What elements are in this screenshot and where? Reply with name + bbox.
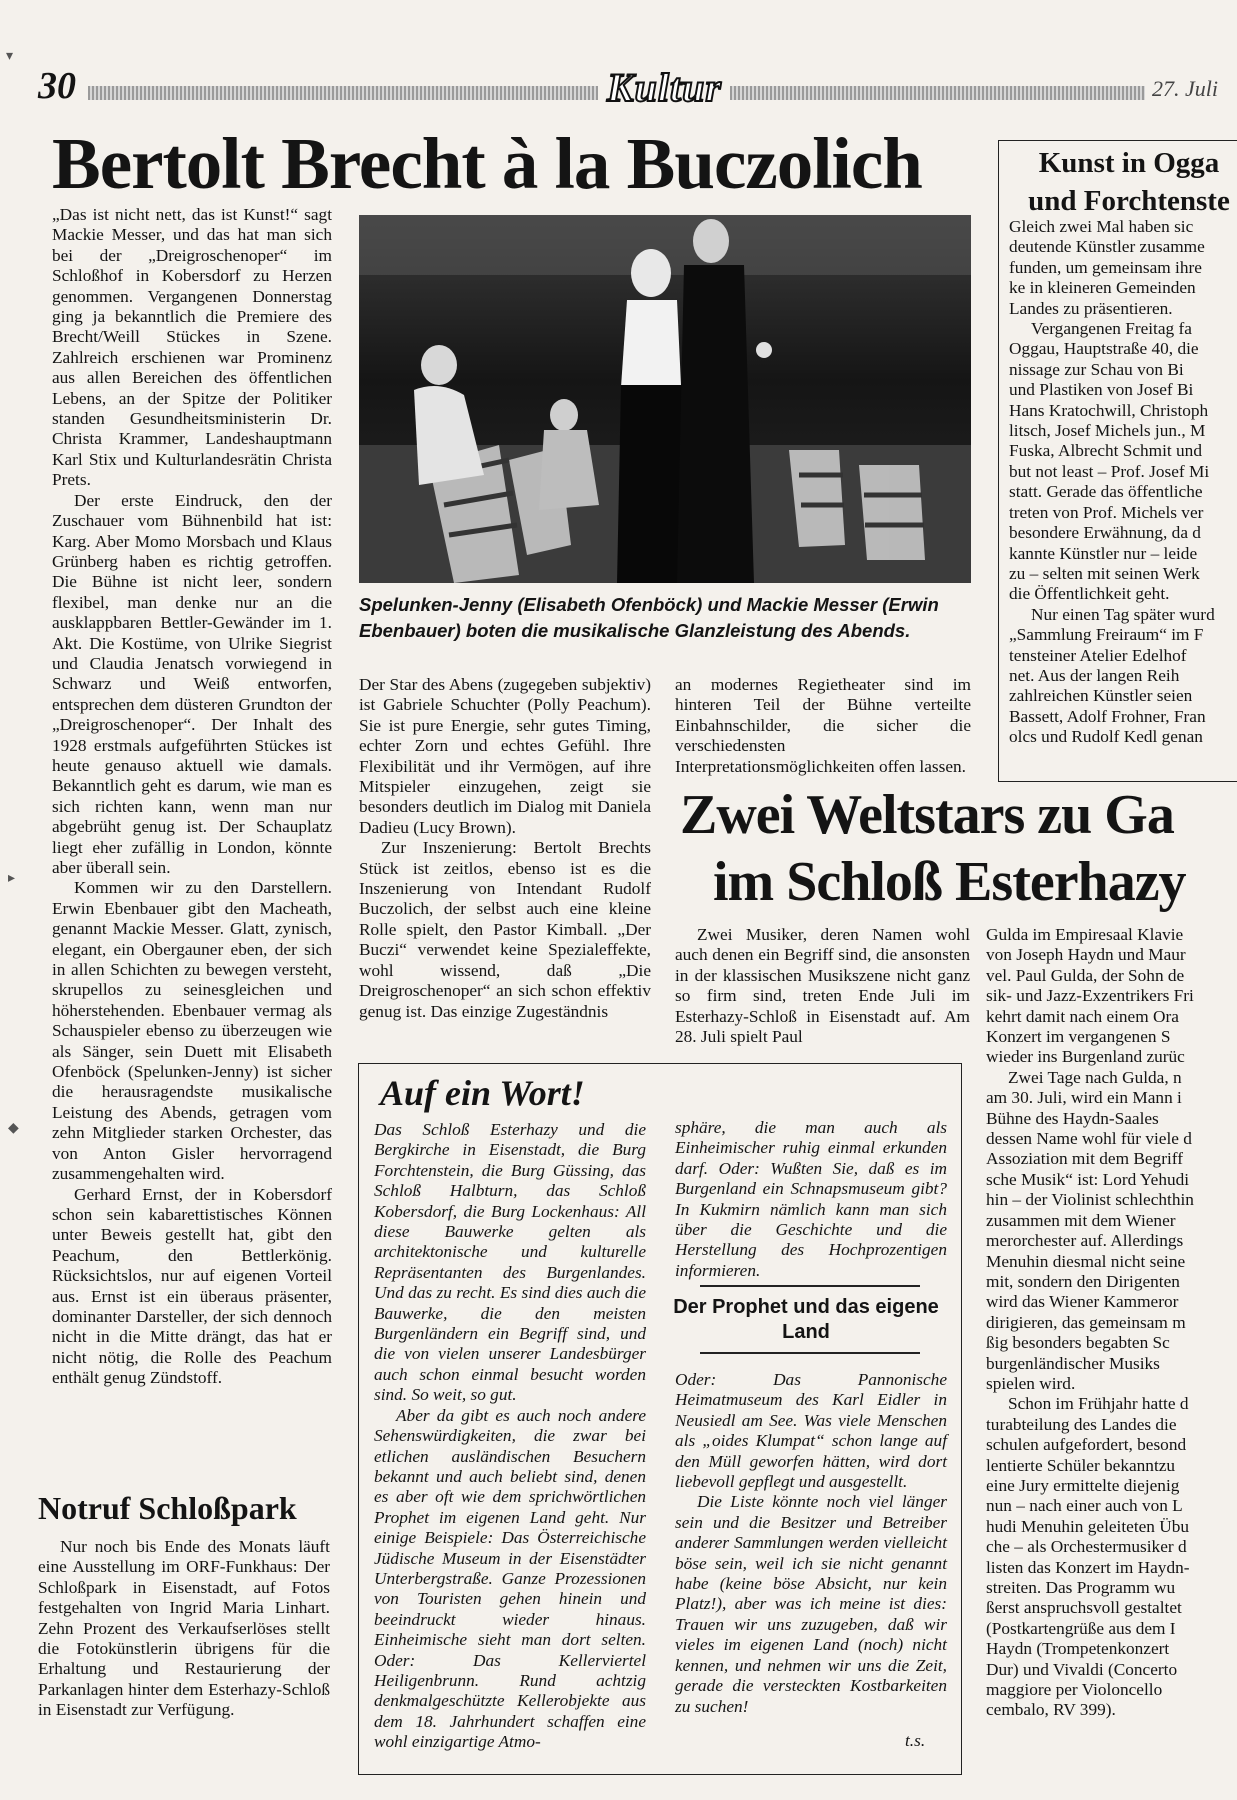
paragraph: Aber da gibt es auch noch andere Sehenswürdigkeiten, die zwar bei etlichen ausländischen Besuchern bekannt und auch beliebt sind, denen es aber oft wie dem sprichwörtlichen Prophet im eigenen Land geht. Nur einige Beispiele: Das Österreichische Jüdische Museum in der Eisenstädter Unterbergstraße. Ganze Prozessionen von Touristen gehen hinein und beeindruckt wieder hinaus. Einheimische sieht man dort selten. Oder: Das Kellerviertel Heiligenbrunn. Rund achtzig denkmalgeschützte Kellerobjekte aus dem 18. Jahrhundert schaffen eine wohl einzigartige Atmo- bbox=[374, 1405, 646, 1752]
text-line: Haydn (Trompetenkonzert bbox=[986, 1639, 1170, 1659]
text-line: Konzert im vergangenen S bbox=[986, 1027, 1171, 1047]
text-line: cembalo, RV 399). bbox=[986, 1700, 1116, 1720]
text-line: kehrt damit nach einem Ora bbox=[986, 1006, 1179, 1026]
text-line: merorchester auf. Allerdings bbox=[986, 1231, 1184, 1251]
section-logo: Kultur bbox=[607, 65, 722, 110]
paragraph: sphäre, die man auch als Einheimischer ruhig einmal erkunden darf. Oder: Wußten Sie, daß es im Burgenland ein Schnapsmuseum gibt? In Kukmirn nämlich kann man sich über die Geschichte und die Herstellung des Hochprozentigen informieren. bbox=[675, 1118, 947, 1280]
text-line: nun – nach einer auch von L bbox=[986, 1496, 1183, 1516]
scan-mark: ◆ bbox=[8, 1121, 19, 1136]
sidebar-line: Fuska, Albrecht Schmit und bbox=[1009, 441, 1202, 461]
sidebar-line: „Sammlung Freiraum“ im F bbox=[1009, 625, 1204, 645]
text-line: Assoziation mit dem Begriff bbox=[986, 1149, 1183, 1169]
commentary-column-2 bbox=[675, 1118, 947, 1281]
text-line: mit, sondern den Dirigenten bbox=[986, 1271, 1180, 1291]
article2-column-2 bbox=[986, 925, 1237, 1721]
text-line: turabteilung des Landes die bbox=[986, 1414, 1177, 1434]
text-line: sik- und Jazz-Exzentrikers Fri bbox=[986, 986, 1194, 1006]
text-line: von Joseph Haydn und Maur bbox=[986, 945, 1186, 965]
sidebar-line: zu – selten mit seinen Werk bbox=[1009, 563, 1200, 583]
paragraph: Der erste Eindruck, den der Zuschauer vom Bühnenbild hat ist: Karg. Aber Momo Morsbach und Klaus Grünberg haben es richtig getroffen. Die Bühne ist nicht leer, sondern flexibel, man denke nur an die ausklappbaren Bettler-Gewänder im 1. Akt. Die Kostüme, von Ulrike Siegrist und Claudia Jenatsch vorwiegend in Schwarz und Weiß entworfen, entsprechen dem düsteren Grundton der „Dreigroschenoper“. Der Inhalt des 1928 erstmals aufgeführten Stückes ist heute genauso aktuell wie damals. Bekanntlich geht es darum, wie man es sich richten kann, wenn man nur abgebrüht genug ist. Der Schauplatz liegt eher zufällig in London, könnte aber überall sein. bbox=[52, 490, 332, 877]
sidebar-line: Vergangenen Freitag fa bbox=[1031, 319, 1192, 339]
commentary-subhead: Der Prophet und das eigene Land bbox=[673, 1296, 939, 1343]
article-column-3 bbox=[675, 675, 971, 777]
text-line: zusammen mit dem Wiener bbox=[986, 1210, 1176, 1230]
sidebar-line: die Öffentlichkeit geht. bbox=[1009, 584, 1170, 604]
header-rule-left bbox=[88, 86, 598, 100]
article2-headline-line1: Zwei Weltstars zu Ga bbox=[680, 784, 1174, 846]
sidebar-box bbox=[998, 140, 1237, 782]
text-line: am 30. Juli, wird ein Mann i bbox=[986, 1088, 1182, 1108]
sidebar-line: Hans Kratochwill, Christoph bbox=[1009, 400, 1209, 420]
paragraph: Gerhard Ernst, der in Kobersdorf schon sein kabarettistisches Können unter Beweis gestellt hat, gibt den Peachum, den Bettlerkönig. Rücksichtslos, nur auf eigenen Vorteil aus. Ernst ist ein überaus präsenter, dominanter Darsteller, der sich dennoch nicht in die Mitte drängt, das hat er nicht nötig, die Rolle des Peachum enthält genug Zündstoff. bbox=[52, 1184, 332, 1388]
text-line: ßerst anspruchsvoll gestaltet bbox=[986, 1598, 1182, 1618]
article2-column-1 bbox=[675, 925, 970, 1047]
text-line: maggiore per Violoncello bbox=[986, 1680, 1163, 1700]
article-column-2 bbox=[359, 675, 651, 1022]
paragraph: Oder: Das Pannonische Heimatmuseum des Karl Eidler in Neusiedl am See. Was viele Menschen als „oides Klumpat“ schon lange auf den Müll geworfen hätten, wird dort liebevoll gepflegt und ausgestellt. bbox=[675, 1370, 947, 1492]
commentary-column-2b bbox=[675, 1370, 947, 1717]
sidebar-line: treten von Prof. Michels ver bbox=[1009, 502, 1204, 522]
sidebar-line: Nur einen Tag später wurd bbox=[1031, 604, 1215, 624]
text-line: spielen wird. bbox=[986, 1373, 1076, 1393]
sidebar-line: litsch, Josef Michels jun., M bbox=[1009, 421, 1206, 441]
text-line: lentierte Schüler bekanntzu bbox=[986, 1455, 1176, 1475]
text-line: hudi Menuhin geleiteten Übu bbox=[986, 1516, 1190, 1536]
sidebar-line: deutende Künstler zusamme bbox=[1009, 237, 1205, 257]
text-line: streiten. Das Programm wu bbox=[986, 1578, 1176, 1597]
text-line: Zwei Tage nach Gulda, n bbox=[1008, 1067, 1182, 1087]
paragraph: „Das ist nicht nett, das ist Kunst!“ sagt Mackie Messer, und das hat man sich bei der „Dreigroschenoper“ im Schloßhof in Kobersdorf zu Herzen genommen. Vergangenen Donnerstag ging ja bekanntlich die Premiere des Brecht/Weill Stückes in Szene. Zahlreich erschienen war Prominenz aus allen Bereichen des öffentlichen Lebens, an der Spitze der Politiker standen Gesundheitsministerin Dr. Christa Krammer, Landeshauptmann Karl Stix und Kulturlandesrätin Christa Prets. bbox=[52, 205, 332, 490]
text-line: eine Jury ermittelte diejenig bbox=[986, 1475, 1180, 1495]
sidebar-line: und Plastiken von Josef Bi bbox=[1009, 380, 1194, 400]
article2-headline-line2: im Schloß Esterhazy bbox=[713, 851, 1186, 913]
sidebar-line: nissage zur Schau von Bi bbox=[1009, 359, 1184, 379]
sidebar-line: Gleich zwei Mal haben sic bbox=[1009, 217, 1194, 236]
text-line: wieder ins Burgenland zurüc bbox=[986, 1047, 1185, 1067]
text-line: hin – der Violinist schlechthin bbox=[986, 1190, 1194, 1210]
text-line: (Postkartengrüße aus dem I bbox=[986, 1618, 1176, 1638]
paragraph: Kommen wir zu den Darstellern. Erwin Ebenbauer gibt den Macheath, genannt Mackie Messer. Glatt, zynisch, elegant, ein Obergauner eben, der sich in allen Schichten zu bewegen versteht, skrupellos zu seinesgleichen und höherstehenden. Ebenbauer vermag als Schauspieler ebenso zu überzeugen wie als Sänger, sein Duett mit Elisabeth Ofenböck (Spelunken-Jenny) ist sicher die herausragendste musikalische Leistung des Abends, getragen vom zehn Mitglieder starken Orchester, das von Anton Gisler hervorragend zusammengehalten wird. bbox=[52, 878, 332, 1184]
paragraph: an modernes Regietheater sind im hinteren Teil der Bühne verteilte Einbahnschilder, die sicher die verschiedensten Interpretationsmöglichkeiten offen lassen. bbox=[675, 675, 971, 776]
paragraph: Die Liste könnte noch viel länger sein und die Besitzer und Betreiber anderer Sammlungen werden vielleicht böse sein, weil ich sie nicht genannt habe (keine böse Absicht, nur kein Platz!), aber was ich meine ist dies: Trauen wir uns zuzugeben, daß wir vieles im eigenen Land (noch) nicht kennen, und nehmen wir uns die Zeit, gerade die versteckten Kostbarkeiten zu suchen! bbox=[675, 1492, 947, 1716]
text-line: wird das Wiener Kammeror bbox=[986, 1292, 1179, 1312]
scan-mark: ▸ bbox=[8, 871, 16, 886]
text-line: burgenländischer Musiks bbox=[986, 1353, 1160, 1373]
issue-date: 27. Juli bbox=[1152, 76, 1218, 101]
text-line: Bühne des Haydn-Saales bbox=[986, 1108, 1159, 1128]
sidebar-line: kannte Künstler nur – leide bbox=[1009, 543, 1198, 563]
commentary-column-1 bbox=[374, 1120, 646, 1753]
sidebar-line: Bassett, Adolf Frohner, Fran bbox=[1009, 706, 1206, 726]
sidebar-line: olcs und Rudolf Kedl genan bbox=[1009, 727, 1203, 747]
sidebar-line: Oggau, Hauptstraße 40, die bbox=[1009, 339, 1199, 359]
photo-caption: Spelunken-Jenny (Elisabeth Ofenböck) und Mackie Messer (Erwin Ebenbauer) boten die musikalische Glanzleistung des Abends. bbox=[359, 594, 939, 641]
sidebar-line: besondere Erwähnung, da d bbox=[1009, 523, 1201, 543]
sidebar-line: funden, um gemeinsam ihre bbox=[1009, 257, 1202, 277]
article-column-1 bbox=[52, 205, 332, 1389]
sidebar-line: ke in kleineren Gemeinden bbox=[1009, 278, 1196, 298]
text-line: Gulda im Empiresaal Klavie bbox=[986, 925, 1184, 944]
text-line: Dur) und Vivaldi (Concerto bbox=[986, 1659, 1178, 1679]
sidebar-line: net. Aus der langen Reih bbox=[1009, 665, 1180, 685]
notruf-text bbox=[38, 1537, 330, 1721]
text-line: schulen aufgefordert, besond bbox=[986, 1435, 1187, 1455]
sidebar-line: but not least – Prof. Josef Mi bbox=[1009, 461, 1210, 481]
text-line: che – als Orchestermusiker d bbox=[986, 1537, 1187, 1557]
text-line: listen das Konzert im Haydn- bbox=[986, 1557, 1190, 1577]
notruf-headline: Notruf Schloßpark bbox=[38, 1490, 297, 1526]
scan-mark: ▾ bbox=[6, 49, 14, 64]
paragraph: Nur noch bis Ende des Monats läuft eine Ausstellung im ORF-Funkhaus: Der Schloßpark in Eisenstadt, auf Fotos festgehalten von Ingrid Maria Linhart. Zehn Prozent des Verkaufserlöses stellt die Fotokünstlerin übrigens für die Erhaltung und Restaurierung der Parkanlagen hinter dem Esterhazy-Schloß in Eisenstadt zur Verfügung. bbox=[38, 1537, 330, 1720]
paragraph: Der Star des Abens (zugegeben subjektiv) ist Gabriele Schuchter (Polly Peachum). Sie ist pure Energie, sehr gutes Timing, echter Zorn und echtes Gefühl. Ihre Flexibilität und ihr Vermögen, auf ihre Mitspieler einzugehen, zeigt sie besonders deutlich im Dialog mit Daniela Dadieu (Lucy Brown). bbox=[359, 675, 651, 837]
stage-photo-image bbox=[359, 215, 971, 583]
sidebar-text bbox=[999, 217, 1237, 748]
text-line: vel. Paul Gulda, der Sohn de bbox=[986, 965, 1185, 985]
sidebar-line: zahlreichen Künstler seien bbox=[1009, 686, 1193, 706]
divider bbox=[700, 1285, 920, 1287]
commentary-title: Auf ein Wort! bbox=[374, 1072, 591, 1114]
article-headline: Bertolt Brecht à la Buczolich bbox=[52, 123, 922, 204]
text-line: dessen Name wohl für viele d bbox=[986, 1129, 1192, 1149]
paragraph: Das Schloß Esterhazy und die Bergkirche in Eisenstadt, die Burg Forchtenstein, die Burg Güssing, das Schloß Halbturn, das Schloß Kobersdorf, die Burg Lockenhaus: All diese Bauwerke gelten als architektonische und kulturelle Repräsentanten des Burgenlandes. Und das zu recht. Es sind dies auch die Bauwerke, die den meisten Burgenländern ein Begriff sind, und die von vielen unserer Landesbürger auch schon einmal besucht worden sind. So weit, so gut. bbox=[374, 1120, 646, 1405]
stage-photo bbox=[359, 215, 971, 583]
sidebar-line: Landes zu präsentieren. bbox=[1009, 298, 1173, 318]
text-line: Menuhin diesmal nicht seine bbox=[986, 1251, 1186, 1271]
text-line: sche Musik“ ist: Lord Yehudi bbox=[986, 1169, 1190, 1189]
header-rule-right bbox=[730, 86, 1145, 100]
sidebar-line: statt. Gerade das öffentliche bbox=[1009, 482, 1203, 502]
paragraph: Zwei Musiker, deren Namen wohl auch denen ein Begriff sind, die ansonsten in der klassischen Musikszene nicht ganz so firm sind, treten Ende Juli im Esterhazy-Schloß in Eisenstadt auf. Am 28. Juli spielt Paul bbox=[675, 925, 970, 1047]
sidebar-title-line1: Kunst in Ogga bbox=[1038, 147, 1220, 179]
text-line: dirigieren, das gemeinsam m bbox=[986, 1312, 1186, 1332]
sidebar-title-line2: und Forchtenste bbox=[1028, 185, 1230, 217]
commentary-signature: t.s. bbox=[905, 1731, 926, 1750]
page-number: 30 bbox=[38, 65, 76, 107]
divider bbox=[700, 1352, 920, 1354]
paragraph: Zur Inszenierung: Bertolt Brechts Stück ist zeitlos, ebenso ist es die Inszenierung von Intendant Rudolf Buczolich, der selbst auch eine kleine Rolle spielt, den Pastor Kimball. „Der Buczi“ verwendet keine Spezialeffekte, wohl wissend, daß „Die Dreigroschenoper“ an sich schon effektiv genug ist. Das einzige Zugeständnis bbox=[359, 838, 651, 1021]
text-line: ßig besonders begabten Sc bbox=[986, 1333, 1170, 1353]
text-line: Schon im Frühjahr hatte d bbox=[1008, 1394, 1189, 1414]
sidebar-line: tensteiner Atelier Edelhof bbox=[1009, 645, 1187, 665]
